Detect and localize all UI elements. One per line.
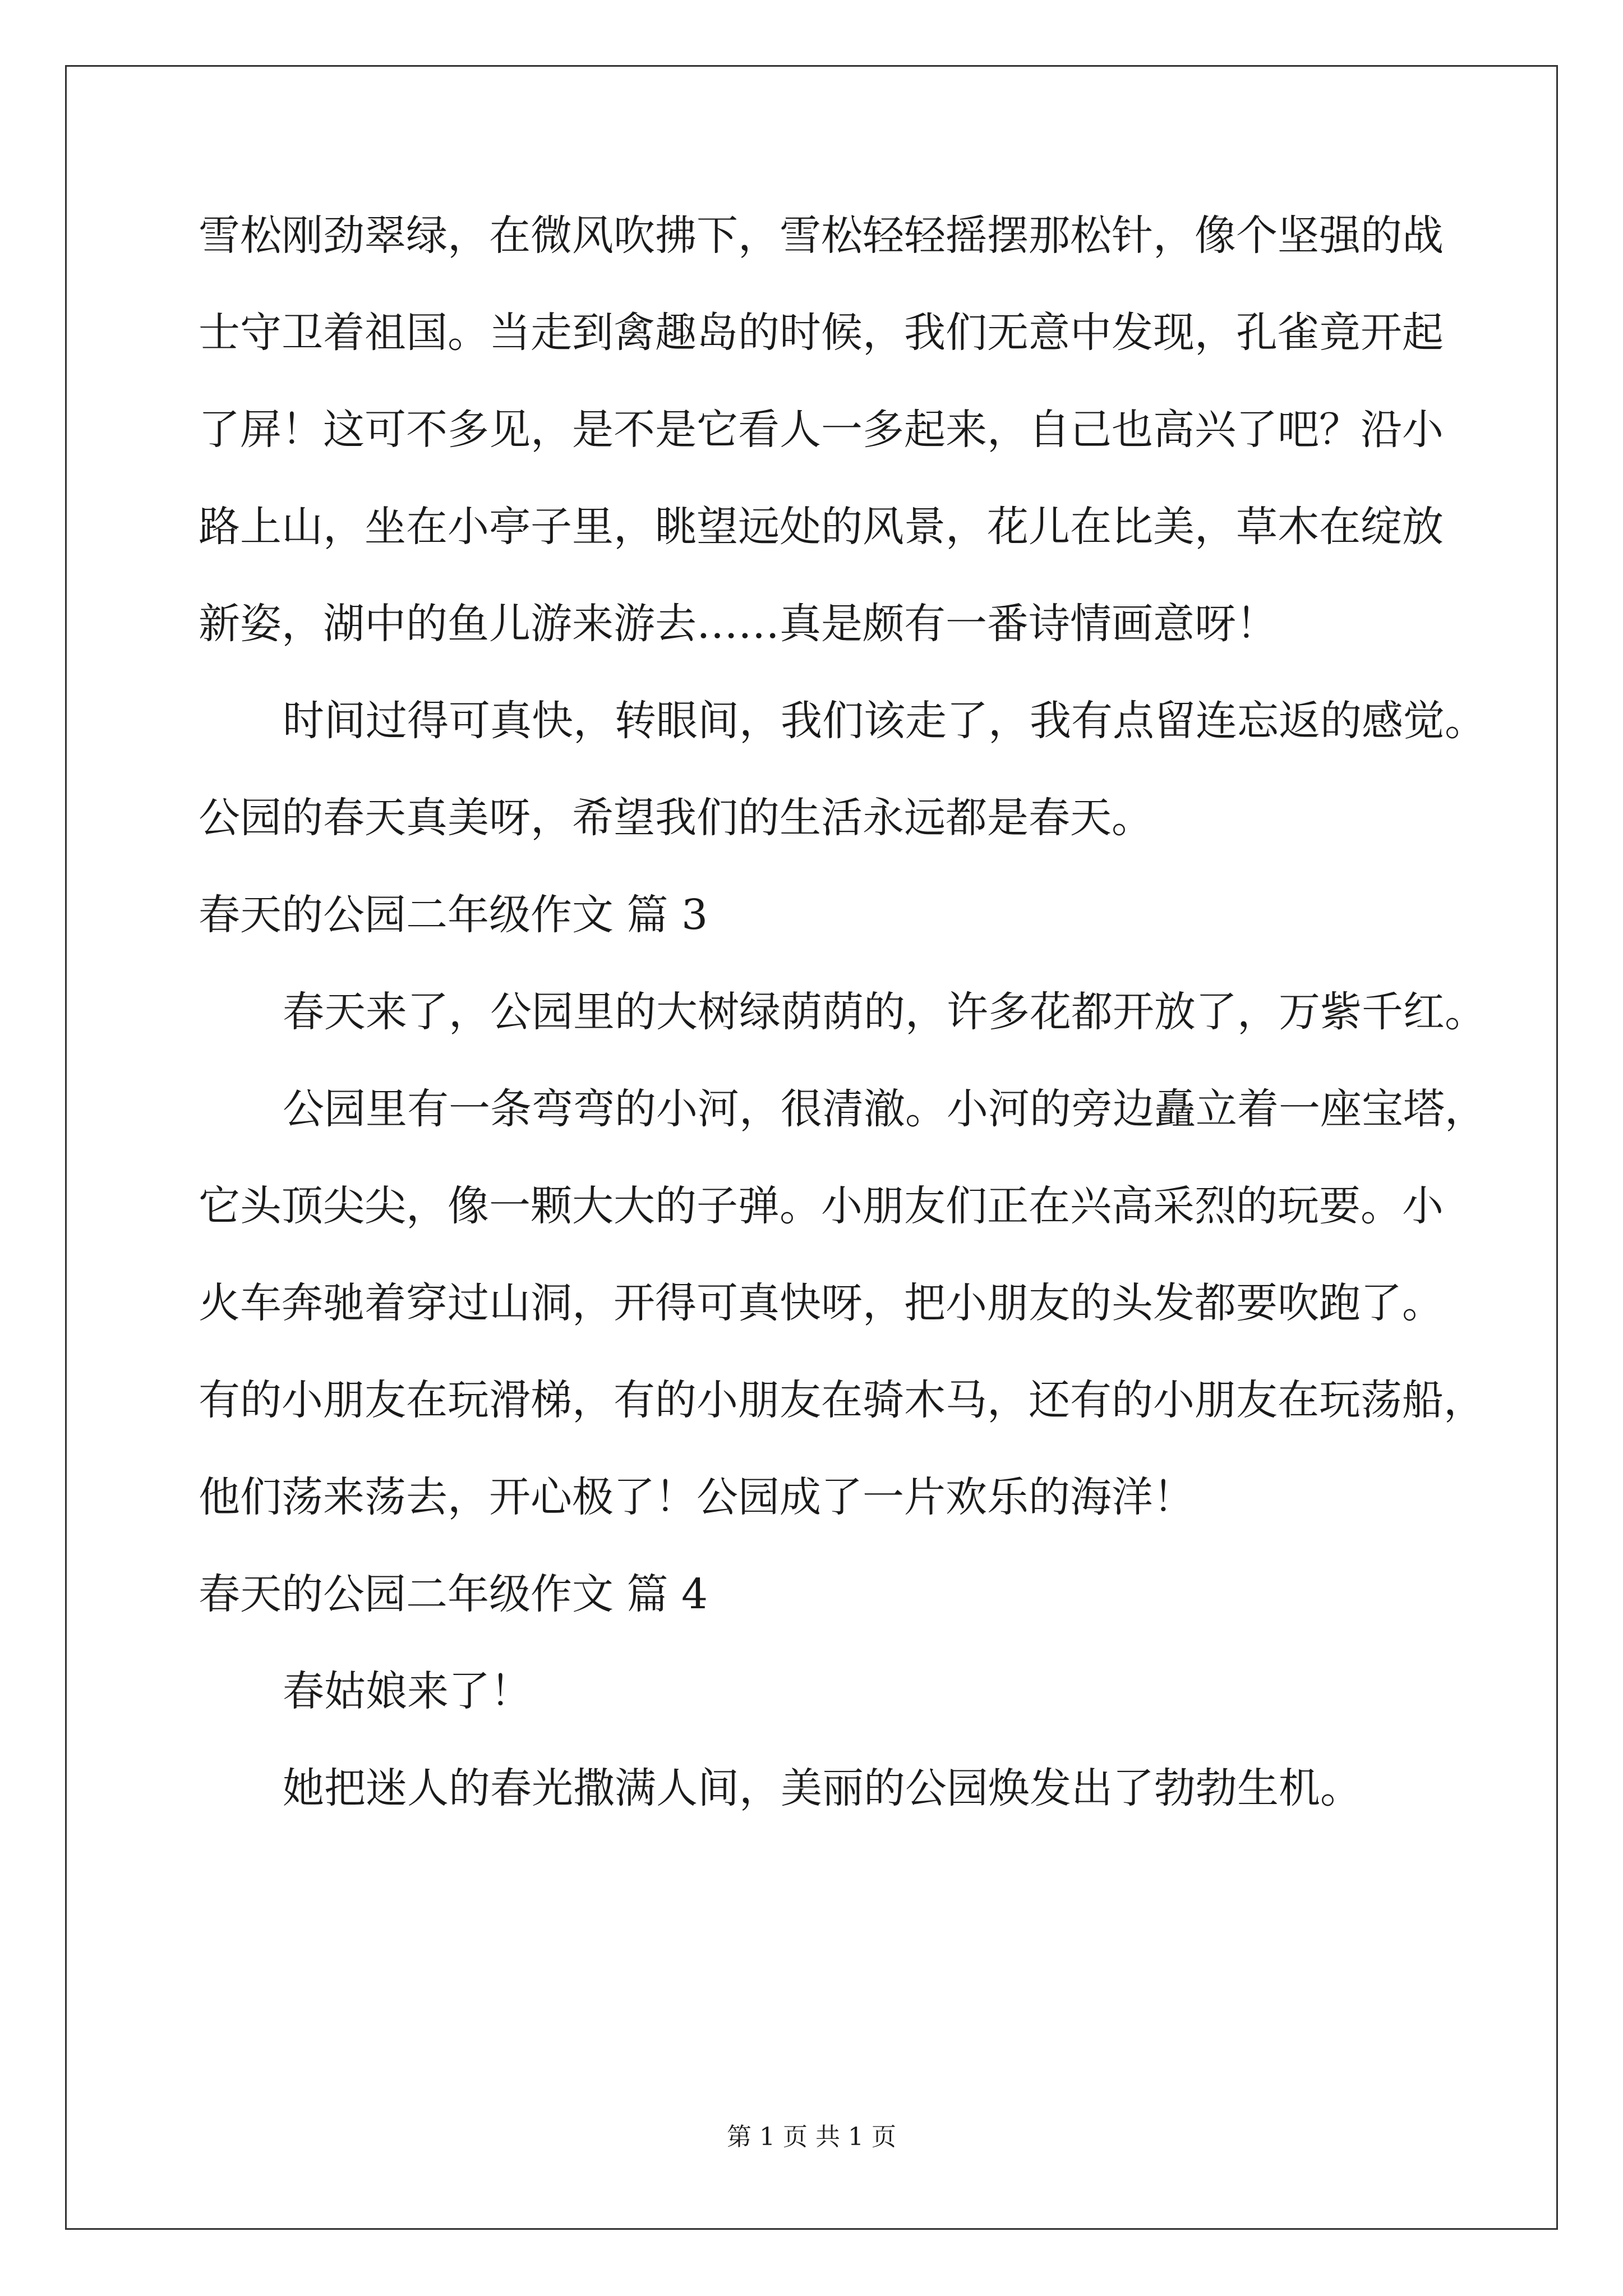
paragraph-line: 公园里有一条弯弯的小河，很清澈。小河的旁边矗立着一座宝塔， <box>283 1085 1486 1133</box>
paragraph-line: 火车奔驰着穿过山洞，开得可真快呀，把小朋友的头发都要吹跑了。 <box>199 1279 1444 1327</box>
paragraph-line: 有的小朋友在玩滑梯，有的小朋友在骑木马，还有的小朋友在玩荡船， <box>199 1376 1485 1424</box>
paragraph-line: 路上山，坐在小亭子里，眺望远处的风景，花儿在比美，草木在绽放 <box>199 503 1444 551</box>
page-border <box>65 65 1558 2230</box>
paragraph-line: 雪松刚劲翠绿，在微风吹拂下，雪松轻轻摇摆那松针，像个坚强的战 <box>199 211 1444 260</box>
paragraph-line: 士守卫着祖国。当走到禽趣岛的时候，我们无意中发现，孔雀竟开起 <box>199 309 1444 357</box>
paragraph-line: 春天来了，公园里的大树绿荫荫的，许多花都开放了，万紫千红。 <box>283 988 1486 1036</box>
section-heading: 春天的公园二年级作文 篇 4 <box>199 1570 708 1618</box>
paragraph-line: 了屏！这可不多见，是不是它看人一多起来，自己也高兴了吧？沿小 <box>199 406 1444 454</box>
paragraph-line: 他们荡来荡去，开心极了！公园成了一片欢乐的海洋！ <box>199 1473 1195 1521</box>
paragraph-line: 春姑娘来了！ <box>283 1667 532 1715</box>
paragraph-line: 她把迷人的春光撒满人间，美丽的公园焕发出了勃勃生机。 <box>283 1764 1362 1812</box>
paragraph-line: 新姿，湖中的鱼儿游来游去……真是颇有一番诗情画意呀！ <box>199 600 1278 648</box>
paragraph-line: 时间过得可真快，转眼间，我们该走了，我有点留连忘返的感觉。 <box>283 697 1486 745</box>
paragraph-line: 公园的春天真美呀，希望我们的生活永远都是春天。 <box>199 794 1153 842</box>
page-footer: 第 1 页 共 1 页 <box>727 2123 896 2151</box>
section-heading: 春天的公园二年级作文 篇 3 <box>199 891 708 939</box>
paragraph-line: 它头顶尖尖，像一颗大大的子弹。小朋友们正在兴高采烈的玩要。小 <box>199 1182 1444 1230</box>
